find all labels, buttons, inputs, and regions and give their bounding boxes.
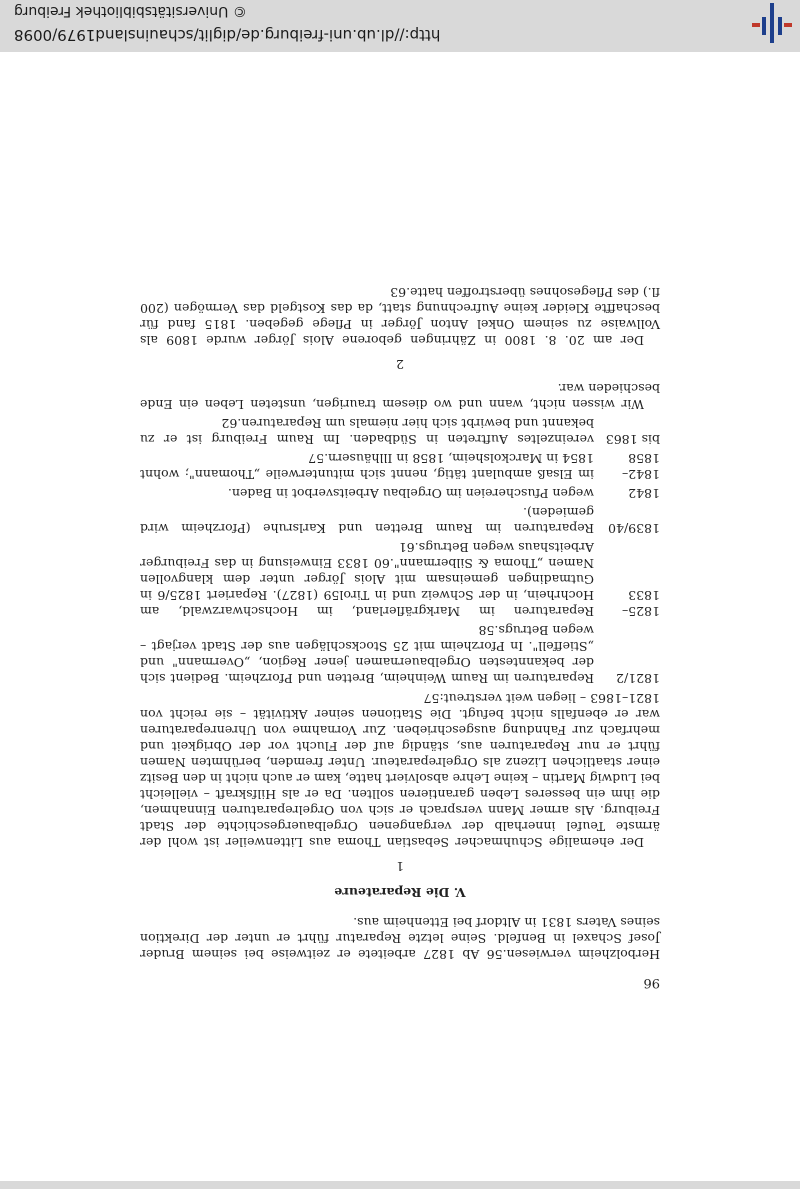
intro-paragraph: Herbolzheim verwiesen.56 Ab 1827 arbeitete er zeitweise bei seinem Bruder Josef Schaxel in Benfeld. Seine letzte Reparatur führt er unter der Direktion seines Vaters 1831 in Altdorf bei Ettenheim aus. [140, 915, 660, 962]
entry-date: 1839/40 [608, 521, 660, 536]
section-number-1: 1 [396, 859, 404, 874]
timeline-entry [140, 450, 660, 482]
closing-paragraph: Wir wissen nicht, wann und wo diesem traurigen, unsteten Leben ein Ende beschieden war. [140, 381, 660, 412]
section-2-paragraph: Der am 20. 8. 1800 in Zähringen geborene Alois Jörger wurde 1809 als Vollwaise zu seinem Onkel Anton Jörger in Pflege gegeben. 1815 fand für beschaffte Kleider keine Aufrechnung statt, da das Kostgeld das Vermögen (200 fl.) des Pflegesohnes überstroffen hatte.63 [140, 285, 660, 348]
entry-description: Reparaturen im Raum Bretten und Karlsruhe (Pforzheim wird gemieden). [140, 505, 594, 536]
bottom-bar [0, 1181, 800, 1189]
entry-description: Reparaturen im Markgräflerland, im Hochschwarzwald, am Hochrhein, in der Schweiz und in Tirol59 (1827). Repariert 1825/6 in Gutmadingen gemeinsam mit Alois Jörger unter dem klangvollen Namen „Thoma & Silbermann".60 1833 Einweisung in das Freiburger Arbeitshaus wegen Betrugs.61 [140, 540, 594, 619]
timeline-entry [140, 415, 660, 447]
library-logo-icon [752, 3, 792, 43]
section-number-2: 2 [396, 357, 404, 372]
entry-date: bis 1863 [605, 432, 660, 447]
scanned-page [140, 250, 660, 990]
copyright-notice: © Universitätsbibliothek Freiburg [14, 3, 247, 19]
entry-description: wegen Pfuschereien im Orgelbau Arbeitsverbot in Baden. [227, 486, 594, 501]
page-number: 96 [643, 975, 660, 990]
document-url[interactable]: http://dl.ub.uni-freiburg.de/diglit/schauinsland1979/0098 [14, 26, 441, 44]
page-text [140, 280, 660, 962]
library-banner [0, 0, 800, 52]
section-1-paragraph: Der ehemalige Schuhmacher Sebastian Thoma aus Littenweiler ist wohl der ärmste Teufel innerhalb der vergangenen Orgelbauergeschichte der Stadt Freiburg. Als armer Mann versprach er sich von Orgelreparaturen Einnahmen, die ihm ein besseres Leben garantieren sollten. Da er als Hilfskraft – vielleicht bei Ludwig Martin – keine Lehre absolviert hatte, kam er auch nicht in den Besitz einer staatlichen Lizenz als Orgelreparateur. Unter fremden, berühmten Namen führt er nur Reparaturen aus, ständig auf der Flucht vor der Obrigkeit und mehrfach zur Fahndung ausgeschrieben. Zur Vornahme von Uhrenreparaturen war er ebenfalls nicht befugt. Die Stationen seiner Aktivität – sie reicht von 1821–1863 – liegen weit verstreut:57 [140, 691, 660, 850]
entry-description: Reparaturen im Raum Weinheim, Bretten und Pforzheim. Bedient sich der bekanntesten Orgelbauernamen jener Region, „Overmann" und „Stieffell". In Pforzheim mit 25 Stockschlägen aus der Stadt verjagt – wegen Betrugs.58 [140, 623, 594, 686]
timeline-entry [140, 485, 660, 501]
chapter-heading: V. Die Reparateure [334, 885, 466, 900]
entry-date: 1842–1858 [621, 451, 660, 482]
entry-date: 1825–1833 [621, 588, 660, 619]
entry-description: vereinzeltes Auftreten in Südbaden. Im Raum Freiburg ist er zu bekannt und bewirbt sich hier niemals um Reparaturen.62 [140, 416, 594, 447]
entry-description: im Elsaß ambulant tätig, nennt sich mitunterweile „Thomann"; wohnt 1854 in Marckolsheim, 1858 in Illhäusern.57 [140, 451, 594, 482]
entry-date: 1821/2 [616, 671, 660, 686]
timeline-entry [140, 504, 660, 536]
entry-date: 1842 [628, 486, 660, 501]
timeline-entry [140, 539, 660, 619]
timeline-entry [140, 622, 660, 686]
